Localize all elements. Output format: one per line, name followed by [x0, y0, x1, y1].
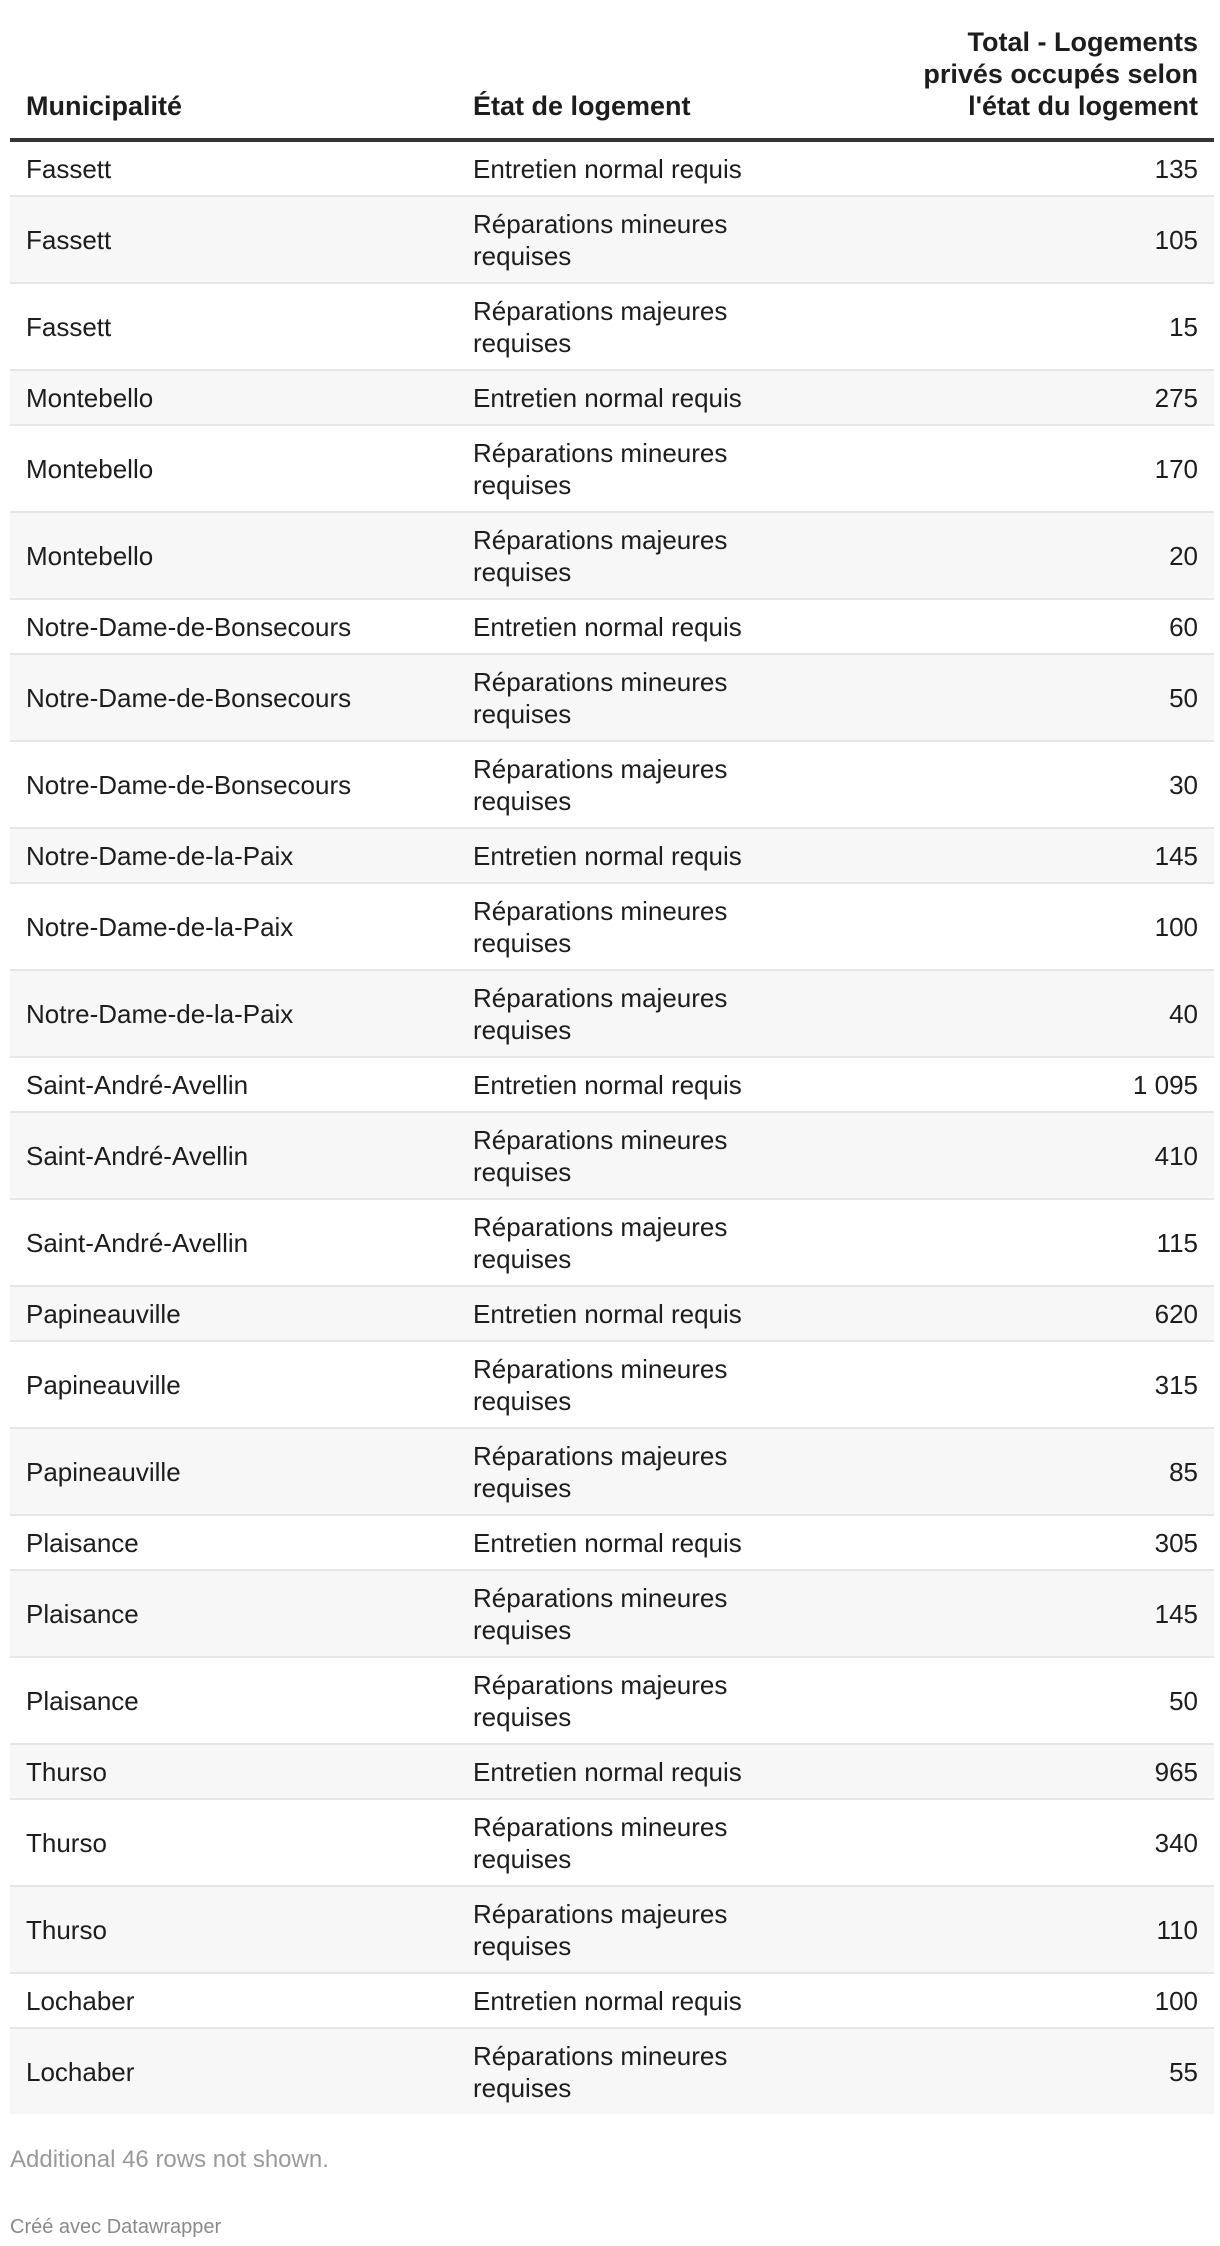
cell-municipalite	[10, 1341, 457, 1428]
cell-etat	[457, 140, 900, 196]
rows-not-shown-note: Additional 46 rows not shown.	[10, 2146, 329, 2173]
table-row	[10, 883, 1214, 970]
cell-municipalite-text: Papineauville	[26, 1299, 181, 1329]
cell-total	[900, 1570, 1214, 1657]
table-row	[10, 1057, 1214, 1112]
table-row	[10, 741, 1214, 828]
cell-etat-text: Réparations mineures requises	[473, 2041, 728, 2103]
cell-total	[900, 1515, 1214, 1570]
cell-municipalite-text: Fassett	[26, 154, 112, 184]
cell-etat-text: Entretien normal requis	[473, 1757, 742, 1787]
cell-municipalite	[10, 1199, 457, 1286]
cell-municipalite	[10, 1973, 457, 2028]
cell-municipalite-text: Papineauville	[26, 1370, 181, 1400]
cell-municipalite	[10, 1744, 457, 1799]
cell-total-text: 60	[1169, 612, 1198, 642]
cell-municipalite-text: Notre-Dame-de-la-Paix	[26, 999, 294, 1029]
table-row	[10, 1428, 1214, 1515]
cell-total	[900, 1199, 1214, 1286]
cell-total	[900, 196, 1214, 283]
cell-municipalite	[10, 1657, 457, 1744]
cell-municipalite-text: Plaisance	[26, 1599, 139, 1629]
cell-etat-text: Entretien normal requis	[473, 1070, 742, 1100]
cell-total-text: 145	[1154, 841, 1198, 871]
cell-municipalite-text: Notre-Dame-de-la-Paix	[26, 841, 294, 871]
table-row	[10, 370, 1214, 425]
cell-etat-text: Réparations majeures requises	[473, 983, 728, 1045]
column-header-etat[interactable]	[457, 0, 900, 140]
table-row	[10, 1657, 1214, 1744]
cell-total	[900, 140, 1214, 196]
cell-municipalite-text: Lochaber	[26, 2057, 135, 2087]
cell-etat-text: Entretien normal requis	[473, 841, 742, 871]
cell-municipalite-text: Thurso	[26, 1915, 107, 1945]
cell-etat	[457, 1286, 900, 1341]
cell-municipalite-text: Lochaber	[26, 1986, 135, 2016]
table-row	[10, 196, 1214, 283]
cell-total-text: 30	[1169, 770, 1198, 800]
cell-etat	[457, 741, 900, 828]
cell-municipalite-text: Saint-André-Avellin	[26, 1141, 249, 1171]
cell-municipalite-text: Notre-Dame-de-Bonsecours	[26, 683, 352, 713]
cell-etat-text: Réparations majeures requises	[473, 1670, 728, 1732]
cell-total	[900, 883, 1214, 970]
cell-total-text: 105	[1154, 225, 1198, 255]
cell-etat	[457, 2028, 900, 2114]
cell-municipalite-text: Montebello	[26, 541, 154, 571]
cell-etat	[457, 1973, 900, 2028]
cell-total	[900, 370, 1214, 425]
cell-total-text: 55	[1169, 2057, 1198, 2087]
cell-municipalite-text: Notre-Dame-de-Bonsecours	[26, 612, 352, 642]
cell-municipalite-text: Fassett	[26, 225, 112, 255]
cell-etat	[457, 1886, 900, 1973]
cell-total	[900, 1428, 1214, 1515]
cell-etat-text: Réparations mineures requises	[473, 667, 728, 729]
cell-municipalite-text: Plaisance	[26, 1528, 139, 1558]
cell-etat	[457, 1799, 900, 1886]
cell-etat-text: Entretien normal requis	[473, 1299, 742, 1329]
cell-etat-text: Réparations mineures requises	[473, 1812, 728, 1874]
cell-municipalite-text: Plaisance	[26, 1686, 139, 1716]
cell-total	[900, 741, 1214, 828]
cell-total-text: 1 095	[1132, 1070, 1198, 1100]
table-row	[10, 1973, 1214, 2028]
column-header-label: Total - Logements privés occupés selon l'état du logement	[923, 27, 1198, 121]
cell-etat-text: Réparations mineures requises	[473, 1583, 728, 1645]
cell-total-text: 410	[1154, 1141, 1198, 1171]
table-row	[10, 1199, 1214, 1286]
cell-total	[900, 1973, 1214, 2028]
table-header	[10, 0, 1214, 140]
table-row	[10, 970, 1214, 1057]
cell-total	[900, 512, 1214, 599]
cell-municipalite-text: Montebello	[26, 454, 154, 484]
cell-total	[900, 970, 1214, 1057]
cell-total	[900, 1112, 1214, 1199]
cell-total-text: 110	[1156, 1915, 1198, 1945]
cell-municipalite	[10, 2028, 457, 2114]
table-row	[10, 1286, 1214, 1341]
cell-etat	[457, 425, 900, 512]
cell-etat-text: Réparations majeures requises	[473, 296, 728, 358]
cell-etat	[457, 828, 900, 883]
cell-etat-text: Réparations mineures requises	[473, 896, 728, 958]
cell-total-text: 275	[1154, 383, 1198, 413]
cell-municipalite-text: Thurso	[26, 1757, 107, 1787]
cell-municipalite-text: Notre-Dame-de-Bonsecours	[26, 770, 352, 800]
cell-etat	[457, 1057, 900, 1112]
table-row	[10, 512, 1214, 599]
cell-total-text: 20	[1169, 541, 1198, 571]
cell-etat-text: Réparations mineures requises	[473, 1354, 728, 1416]
cell-etat-text: Entretien normal requis	[473, 154, 742, 184]
cell-total	[900, 283, 1214, 370]
cell-total	[900, 1744, 1214, 1799]
data-table-container	[10, 0, 1214, 2114]
table-row	[10, 1799, 1214, 1886]
table-row	[10, 1341, 1214, 1428]
cell-municipalite	[10, 283, 457, 370]
data-table	[10, 0, 1214, 2114]
cell-etat-text: Réparations majeures requises	[473, 1899, 728, 1961]
cell-municipalite	[10, 1886, 457, 1973]
table-row	[10, 1515, 1214, 1570]
cell-etat	[457, 370, 900, 425]
cell-etat	[457, 599, 900, 654]
cell-etat	[457, 1428, 900, 1515]
cell-total-text: 315	[1154, 1370, 1198, 1400]
cell-municipalite	[10, 425, 457, 512]
cell-total-text: 85	[1169, 1457, 1198, 1487]
datawrapper-credit[interactable]: Créé avec Datawrapper	[10, 2216, 222, 2238]
cell-etat	[457, 1199, 900, 1286]
cell-municipalite	[10, 1428, 457, 1515]
cell-etat-text: Entretien normal requis	[473, 383, 742, 413]
cell-etat-text: Réparations mineures requises	[473, 438, 728, 500]
cell-etat	[457, 1744, 900, 1799]
cell-total-text: 170	[1154, 454, 1198, 484]
cell-total-text: 115	[1156, 1228, 1198, 1258]
cell-municipalite-text: Saint-André-Avellin	[26, 1228, 249, 1258]
column-header-municipalite[interactable]	[10, 0, 457, 140]
header-row	[10, 0, 1214, 140]
cell-total	[900, 1886, 1214, 1973]
cell-municipalite-text: Montebello	[26, 383, 154, 413]
cell-total-text: 965	[1154, 1757, 1198, 1787]
column-header-total[interactable]	[900, 0, 1214, 140]
cell-etat	[457, 1341, 900, 1428]
table-row	[10, 599, 1214, 654]
cell-municipalite	[10, 1570, 457, 1657]
cell-etat	[457, 970, 900, 1057]
cell-total	[900, 1057, 1214, 1112]
cell-total	[900, 654, 1214, 741]
cell-municipalite-text: Thurso	[26, 1828, 107, 1858]
cell-total-text: 145	[1154, 1599, 1198, 1629]
cell-total-text: 620	[1154, 1299, 1198, 1329]
cell-total-text: 15	[1169, 312, 1198, 342]
cell-total-text: 340	[1154, 1828, 1198, 1858]
table-row	[10, 654, 1214, 741]
cell-total	[900, 1341, 1214, 1428]
table-row	[10, 1744, 1214, 1799]
table-row	[10, 1112, 1214, 1199]
cell-municipalite	[10, 1799, 457, 1886]
cell-etat-text: Réparations majeures requises	[473, 1212, 728, 1274]
cell-etat	[457, 512, 900, 599]
cell-etat-text: Réparations mineures requises	[473, 1125, 728, 1187]
cell-total	[900, 425, 1214, 512]
cell-etat	[457, 654, 900, 741]
cell-municipalite-text: Papineauville	[26, 1457, 181, 1487]
cell-etat-text: Réparations majeures requises	[473, 525, 728, 587]
column-header-label: État de logement	[473, 91, 691, 121]
cell-municipalite	[10, 599, 457, 654]
cell-municipalite	[10, 1057, 457, 1112]
table-row	[10, 425, 1214, 512]
cell-total-text: 50	[1169, 1686, 1198, 1716]
table-row	[10, 1886, 1214, 1973]
table-row	[10, 1570, 1214, 1657]
table-row	[10, 283, 1214, 370]
cell-municipalite	[10, 828, 457, 883]
table-row	[10, 140, 1214, 196]
cell-total-text: 305	[1154, 1528, 1198, 1558]
cell-municipalite	[10, 1286, 457, 1341]
cell-etat-text: Entretien normal requis	[473, 1986, 742, 2016]
cell-municipalite	[10, 1515, 457, 1570]
cell-total	[900, 1799, 1214, 1886]
cell-total	[900, 2028, 1214, 2114]
table-row	[10, 828, 1214, 883]
column-header-label: Municipalité	[26, 91, 183, 121]
cell-municipalite	[10, 883, 457, 970]
cell-etat	[457, 1570, 900, 1657]
cell-municipalite	[10, 370, 457, 425]
cell-total	[900, 599, 1214, 654]
cell-etat-text: Réparations mineures requises	[473, 209, 728, 271]
cell-municipalite-text: Notre-Dame-de-la-Paix	[26, 912, 294, 942]
cell-etat	[457, 883, 900, 970]
cell-total-text: 100	[1154, 1986, 1198, 2016]
cell-etat-text: Entretien normal requis	[473, 1528, 742, 1558]
cell-total-text: 135	[1154, 154, 1198, 184]
table-body	[10, 140, 1214, 2114]
cell-etat	[457, 1112, 900, 1199]
cell-etat-text: Réparations majeures requises	[473, 1441, 728, 1503]
cell-municipalite	[10, 1112, 457, 1199]
cell-municipalite	[10, 654, 457, 741]
cell-municipalite	[10, 741, 457, 828]
cell-total-text: 50	[1169, 683, 1198, 713]
cell-etat-text: Réparations majeures requises	[473, 754, 728, 816]
cell-total	[900, 1657, 1214, 1744]
cell-municipalite-text: Saint-André-Avellin	[26, 1070, 249, 1100]
cell-etat	[457, 1515, 900, 1570]
cell-municipalite	[10, 970, 457, 1057]
table-row	[10, 2028, 1214, 2114]
cell-total-text: 40	[1169, 999, 1198, 1029]
cell-etat	[457, 283, 900, 370]
cell-total-text: 100	[1154, 912, 1198, 942]
cell-etat-text: Entretien normal requis	[473, 612, 742, 642]
cell-etat	[457, 1657, 900, 1744]
cell-municipalite	[10, 512, 457, 599]
cell-municipalite	[10, 196, 457, 283]
cell-municipalite	[10, 140, 457, 196]
cell-total	[900, 828, 1214, 883]
cell-etat	[457, 196, 900, 283]
cell-total	[900, 1286, 1214, 1341]
cell-municipalite-text: Fassett	[26, 312, 112, 342]
